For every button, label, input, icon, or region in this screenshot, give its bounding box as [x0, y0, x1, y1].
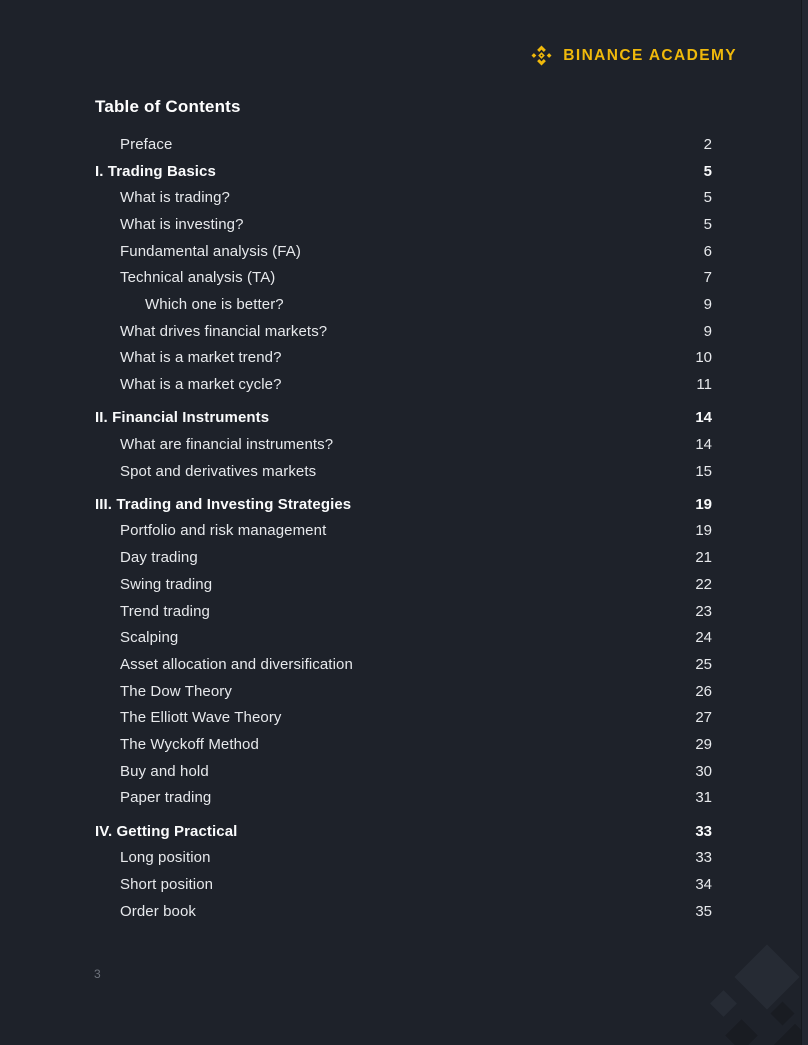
- toc-entry-page: 19: [695, 495, 712, 513]
- toc-entry-page: 26: [695, 682, 712, 700]
- toc-entry-label: Paper trading: [120, 789, 212, 807]
- toc-entry-label: The Wyckoff Method: [120, 735, 259, 753]
- toc-entry-page: 21: [695, 549, 712, 567]
- toc-entry-label: Scalping: [120, 629, 179, 647]
- toc-entry-label: Which one is better?: [145, 295, 284, 313]
- toc-entry-page: 23: [695, 602, 712, 620]
- toc-entry-page: 5: [703, 215, 712, 233]
- page-title: Table of Contents: [95, 97, 241, 116]
- toc-entry[interactable]: [95, 704, 712, 731]
- toc-entry-label: Portfolio and risk management: [120, 522, 327, 540]
- toc-entry-page: 35: [695, 902, 712, 920]
- toc-entry-page: 5: [703, 189, 712, 207]
- toc-entry-page: 15: [695, 462, 712, 480]
- toc-entry-label: What is a market cycle?: [120, 376, 282, 394]
- toc-entry-page: 14: [695, 435, 712, 453]
- toc-entry[interactable]: [95, 731, 712, 758]
- toc-entry[interactable]: [95, 458, 712, 485]
- toc-entry-page: 29: [695, 735, 712, 753]
- toc-entry[interactable]: [95, 318, 712, 345]
- toc-entry-label: Short position: [120, 875, 214, 893]
- toc-entry-page: 7: [703, 269, 712, 287]
- toc-entry-label: Technical analysis (TA): [120, 269, 276, 287]
- toc-entry-page: 9: [703, 322, 712, 340]
- page-edge: [801, 0, 808, 1045]
- toc-section-entry[interactable]: [95, 491, 712, 518]
- toc-entry-page: 2: [703, 135, 712, 153]
- toc-section-entry[interactable]: [95, 158, 712, 185]
- toc-entry-label: Asset allocation and diversification: [120, 655, 353, 673]
- toc-entry-page: 6: [703, 242, 712, 260]
- watermark-diamond: [710, 990, 737, 1017]
- toc-entry-page: 22: [695, 575, 712, 593]
- watermark-diamond: [725, 1019, 758, 1045]
- toc-entry[interactable]: [95, 678, 712, 705]
- toc-entry-page: 30: [695, 762, 712, 780]
- toc-entry[interactable]: [95, 844, 712, 871]
- toc-entry[interactable]: [95, 651, 712, 678]
- toc-entry-page: 9: [703, 295, 712, 313]
- toc-entry-page: 25: [695, 655, 712, 673]
- toc-entry[interactable]: [95, 785, 712, 812]
- toc-entry-label: Buy and hold: [120, 762, 209, 780]
- toc-entry[interactable]: [95, 758, 712, 785]
- footer-page-number: 3: [94, 967, 101, 981]
- toc-entry-label: IV. Getting Practical: [95, 822, 238, 840]
- toc-entry-page: 27: [695, 709, 712, 727]
- toc-entry-page: 31: [695, 789, 712, 807]
- toc-entry-label: What drives financial markets?: [120, 322, 328, 340]
- toc-entry[interactable]: [95, 598, 712, 625]
- toc-entry-page: 10: [695, 349, 712, 367]
- toc-section-entry[interactable]: [95, 818, 712, 845]
- toc-entry-label: Preface: [120, 135, 173, 153]
- toc-entry-page: 11: [696, 376, 712, 394]
- toc-entry-page: 34: [695, 875, 712, 893]
- toc-section-entry[interactable]: [95, 404, 712, 431]
- toc-entry-page: 19: [695, 522, 712, 540]
- toc-entry-label: The Dow Theory: [120, 682, 233, 700]
- toc-entry-label: II. Financial Instruments: [95, 409, 270, 427]
- toc-entry-page: 5: [703, 162, 712, 180]
- brand-logo: [529, 43, 737, 68]
- toc-entry[interactable]: [95, 131, 712, 158]
- table-of-contents: [95, 131, 712, 924]
- toc-entry-label: The Elliott Wave Theory: [120, 709, 282, 727]
- toc-entry[interactable]: [95, 371, 712, 398]
- toc-entry[interactable]: [95, 291, 712, 318]
- toc-entry[interactable]: [95, 624, 712, 651]
- toc-entry[interactable]: [95, 211, 712, 238]
- toc-entry-label: What is trading?: [120, 189, 230, 207]
- toc-entry-page: 24: [695, 629, 712, 647]
- toc-entry-page: 14: [695, 409, 712, 427]
- toc-entry[interactable]: [95, 431, 712, 458]
- toc-entry[interactable]: [95, 898, 712, 925]
- toc-entry[interactable]: [95, 518, 712, 545]
- toc-entry[interactable]: [95, 184, 712, 211]
- toc-entry-label: Long position: [120, 849, 211, 867]
- toc-entry-label: Fundamental analysis (FA): [120, 242, 301, 260]
- toc-entry[interactable]: [95, 345, 712, 372]
- toc-entry-page: 33: [695, 849, 712, 867]
- watermark-diamond: [734, 944, 799, 1009]
- toc-entry[interactable]: [95, 544, 712, 571]
- binance-diamond-icon: [529, 43, 554, 68]
- watermark-diamond: [770, 1001, 794, 1025]
- toc-entry-label: III. Trading and Investing Strategies: [95, 495, 352, 513]
- brand-name: BINANCE ACADEMY: [563, 46, 737, 64]
- toc-entry[interactable]: [95, 238, 712, 265]
- toc-entry[interactable]: [95, 871, 712, 898]
- toc-entry-label: Spot and derivatives markets: [120, 462, 317, 480]
- toc-entry-label: What is investing?: [120, 215, 244, 233]
- toc-entry-label: What is a market trend?: [120, 349, 282, 367]
- toc-entry-label: Day trading: [120, 549, 198, 567]
- toc-entry-label: Swing trading: [120, 575, 213, 593]
- toc-entry-label: What are financial instruments?: [120, 435, 334, 453]
- toc-entry-label: I. Trading Basics: [95, 162, 216, 180]
- toc-entry-label: Order book: [120, 902, 197, 920]
- toc-entry-page: 33: [695, 822, 712, 840]
- toc-entry[interactable]: [95, 571, 712, 598]
- toc-entry-label: Trend trading: [120, 602, 210, 620]
- toc-entry[interactable]: [95, 264, 712, 291]
